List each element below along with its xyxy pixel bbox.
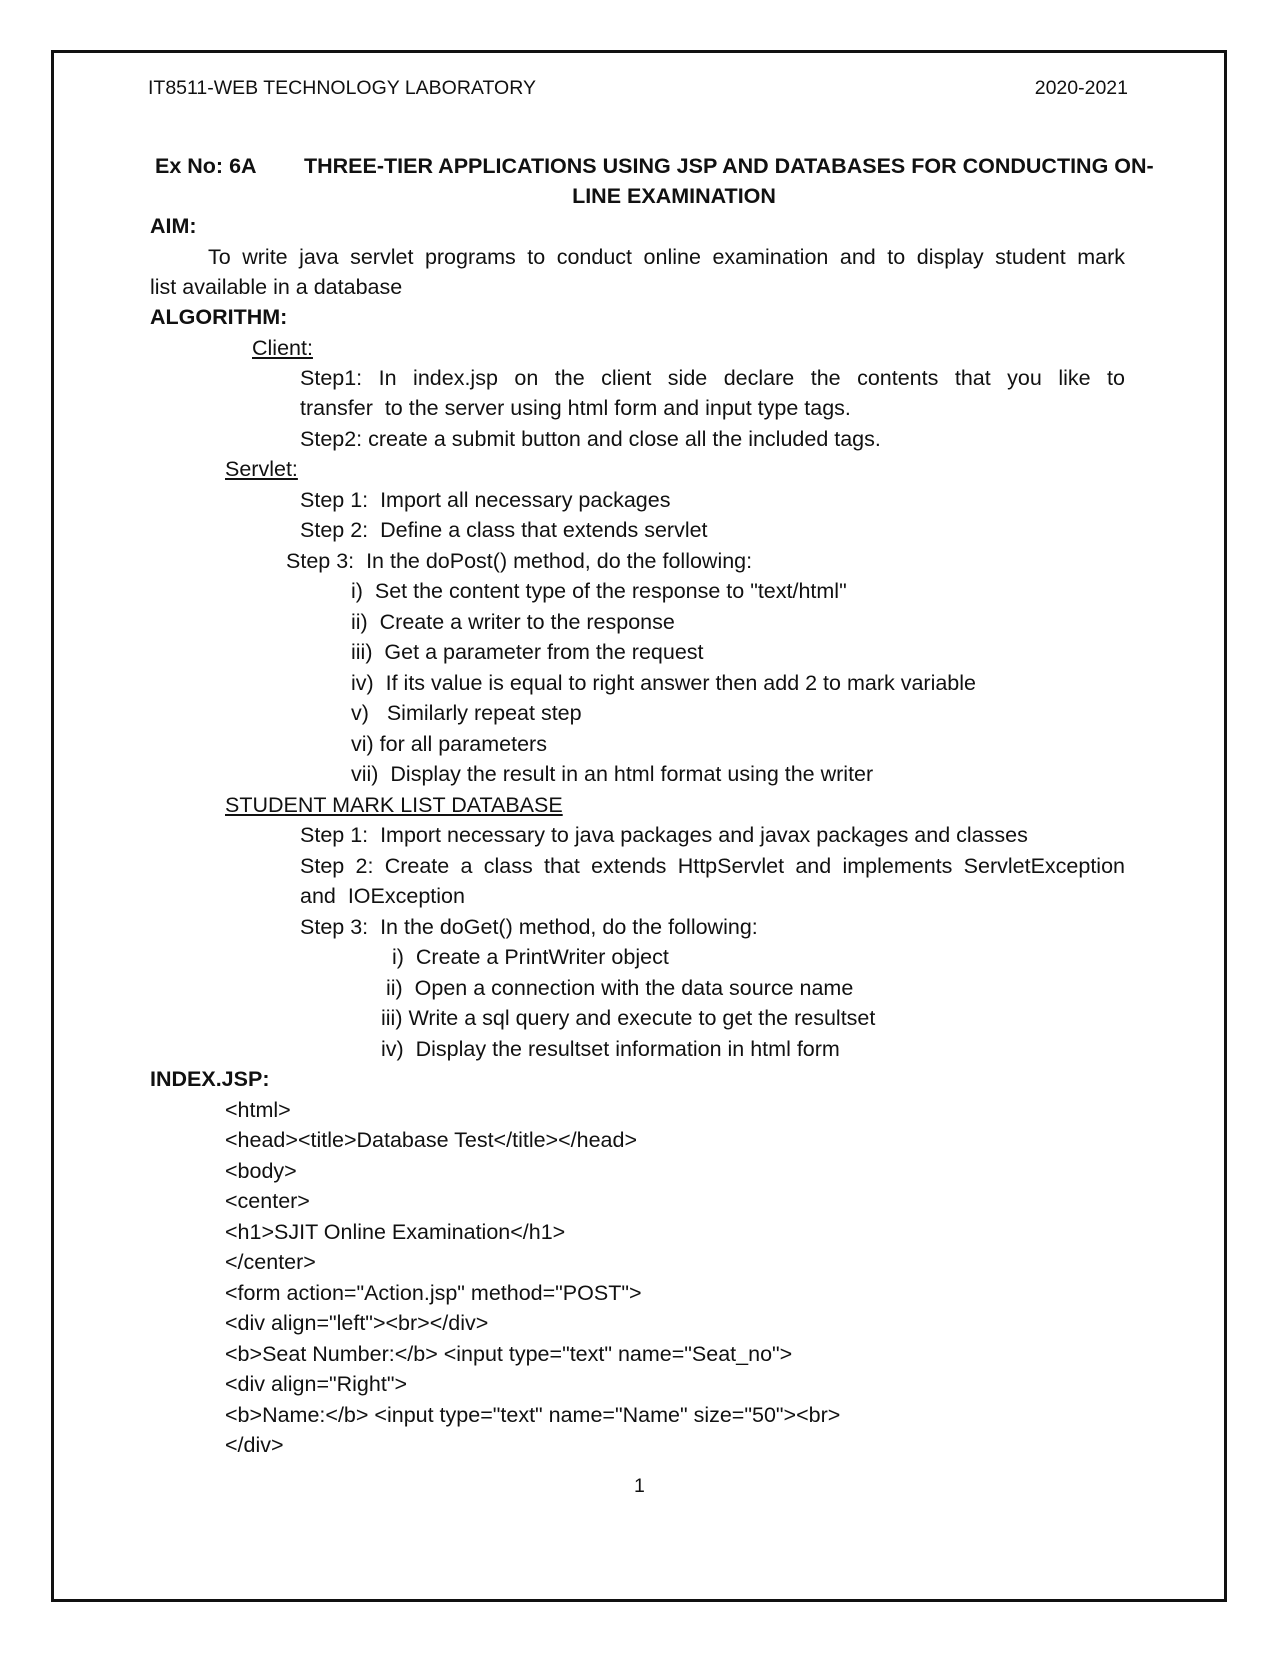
- code-line: <b>Name:</b> <input type="text" name="Name" size="50"><br>: [225, 1403, 841, 1427]
- servlet-heading: Servlet:: [225, 457, 298, 481]
- year-header: 2020-2021: [1034, 77, 1128, 99]
- client-heading: Client:: [252, 336, 313, 360]
- database-substep: i) Create a PrintWriter object: [392, 945, 669, 969]
- database-step3: Step 3: In the doGet() method, do the following:: [300, 915, 758, 939]
- code-line: <head><title>Database Test</title></head>: [225, 1128, 638, 1152]
- servlet-substep: ii) Create a writer to the response: [351, 610, 675, 634]
- exercise-number: Ex No: 6A: [155, 154, 257, 178]
- code-line: </div>: [225, 1433, 284, 1457]
- code-line: <center>: [225, 1189, 310, 1213]
- servlet-substep: vi) for all parameters: [351, 732, 547, 756]
- servlet-substep: v) Similarly repeat step: [351, 701, 582, 725]
- course-header: IT8511-WEB TECHNOLOGY LABORATORY: [148, 77, 536, 99]
- code-line: <body>: [225, 1159, 297, 1183]
- database-heading: STUDENT MARK LIST DATABASE: [225, 793, 563, 817]
- code-line: <form action="Action.jsp" method="POST">: [225, 1281, 642, 1305]
- database-substep: iv) Display the resultset information in html form: [381, 1037, 840, 1061]
- index-jsp-heading: INDEX.JSP:: [150, 1067, 270, 1091]
- servlet-step2: Step 2: Define a class that extends servlet: [300, 518, 708, 542]
- page-number: 1: [634, 1475, 645, 1497]
- servlet-step1: Step 1: Import all necessary packages: [300, 488, 671, 512]
- algorithm-heading: ALGORITHM:: [150, 305, 288, 329]
- code-line: <div align="Right">: [225, 1372, 408, 1396]
- servlet-substep: i) Set the content type of the response to "text/html": [351, 579, 847, 603]
- servlet-substep: vii) Display the result in an html format using the writer: [351, 762, 874, 786]
- aim-text-line1: To write java servlet programs to conduct online examination and to display student mark: [208, 245, 1125, 269]
- database-substep: ii) Open a connection with the data source name: [386, 976, 854, 1000]
- database-step2-line1: Step 2: Create a class that extends HttpServlet and implements ServletException: [300, 854, 1125, 878]
- code-line: <h1>SJIT Online Examination</h1>: [225, 1220, 566, 1244]
- servlet-step3: Step 3: In the doPost() method, do the following:: [286, 549, 753, 573]
- client-step1-line1: Step1: In index.jsp on the client side declare the contents that you like to: [300, 366, 1125, 390]
- code-line: </center>: [225, 1250, 316, 1274]
- exercise-title-line1: THREE-TIER APPLICATIONS USING JSP AND DATABASES FOR CONDUCTING ON-: [304, 154, 1154, 178]
- aim-heading: AIM:: [150, 214, 197, 238]
- code-line: <div align="left"><br></div>: [225, 1311, 489, 1335]
- aim-text-line2: list available in a database: [150, 275, 403, 299]
- database-step1: Step 1: Import necessary to java packages and javax packages and classes: [300, 823, 1028, 847]
- servlet-substep: iii) Get a parameter from the request: [351, 640, 704, 664]
- client-step2: Step2: create a submit button and close all the included tags.: [300, 427, 881, 451]
- exercise-title-line2: LINE EXAMINATION: [572, 184, 776, 208]
- code-line: <html>: [225, 1098, 291, 1122]
- code-line: <b>Seat Number:</b> <input type="text" name="Seat_no">: [225, 1342, 793, 1366]
- database-step2-line2: and IOException: [300, 884, 465, 908]
- database-substep: iii) Write a sql query and execute to get the resultset: [381, 1006, 876, 1030]
- servlet-substep: iv) If its value is equal to right answer then add 2 to mark variable: [351, 671, 977, 695]
- client-step1-line2: transfer to the server using html form and input type tags.: [300, 396, 851, 420]
